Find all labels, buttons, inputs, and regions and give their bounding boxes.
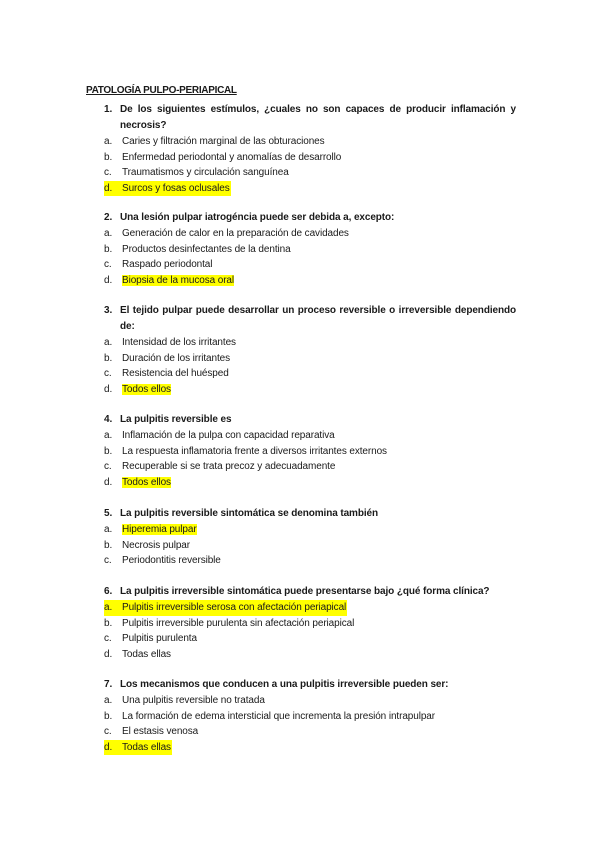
answer-highlight bbox=[104, 181, 231, 197]
option-text: Raspado periodontal bbox=[122, 259, 213, 270]
option-text: Necrosis pulpar bbox=[122, 539, 190, 551]
option-text: Generación de calor en la preparación de cavidades bbox=[122, 228, 349, 239]
option-letter: d. bbox=[104, 741, 113, 753]
option-text: Recuperable si se trata precoz y adecuadamente bbox=[122, 461, 336, 472]
option-text: Enfermedad periodontal y anomalías de desarrollo bbox=[122, 151, 342, 163]
question-6 bbox=[104, 584, 516, 662]
option-d bbox=[104, 647, 516, 663]
option-text: Caries y filtración marginal de las obturaciones bbox=[122, 136, 325, 147]
option-letter: d. bbox=[104, 182, 113, 194]
options-list bbox=[104, 693, 516, 755]
option-letter: a. bbox=[104, 228, 113, 239]
option-c bbox=[104, 724, 516, 740]
answer-highlight bbox=[104, 740, 172, 756]
option-letter: b. bbox=[104, 151, 113, 163]
option-letter: a. bbox=[104, 695, 113, 706]
options-list bbox=[104, 428, 516, 490]
option-letter: b. bbox=[104, 243, 113, 255]
question-number: 5. bbox=[104, 508, 113, 519]
option-b bbox=[104, 538, 516, 554]
option-c bbox=[104, 366, 516, 382]
option-letter: a. bbox=[104, 602, 113, 613]
option-c bbox=[104, 257, 516, 273]
options-list bbox=[104, 134, 516, 196]
option-letter: b. bbox=[104, 539, 113, 551]
question-2 bbox=[104, 210, 516, 288]
question-text: La pulpitis reversible sintomática se denomina también bbox=[120, 508, 379, 519]
option-letter: d. bbox=[104, 476, 113, 488]
question-text: El tejido pulpar puede desarrollar un proceso reversible o irreversible dependiendo de: bbox=[120, 305, 516, 332]
option-letter: c. bbox=[104, 368, 112, 379]
option-d-highlighted-answer bbox=[104, 273, 516, 289]
option-d-highlighted-answer bbox=[104, 382, 516, 398]
option-letter: a. bbox=[104, 430, 113, 441]
option-c bbox=[104, 553, 516, 569]
option-a bbox=[104, 134, 516, 150]
option-a bbox=[104, 428, 516, 444]
option-text: Inflamación de la pulpa con capacidad reparativa bbox=[122, 430, 335, 441]
option-b bbox=[104, 709, 516, 725]
option-letter: c. bbox=[104, 461, 112, 472]
option-a bbox=[104, 693, 516, 709]
option-a-highlighted-answer bbox=[104, 600, 516, 616]
option-text: Todas ellas bbox=[122, 741, 171, 753]
option-letter: b. bbox=[104, 445, 113, 457]
option-letter: c. bbox=[104, 167, 112, 178]
answer-highlight bbox=[104, 600, 347, 616]
option-letter: b. bbox=[104, 710, 113, 722]
option-a-highlighted-answer bbox=[104, 522, 516, 538]
option-d-highlighted-answer bbox=[104, 475, 516, 491]
option-b bbox=[104, 616, 516, 632]
option-text: Resistencia del huésped bbox=[122, 368, 229, 379]
question-text: La pulpitis reversible es bbox=[120, 414, 232, 425]
option-letter: c. bbox=[104, 633, 112, 644]
options-list bbox=[104, 335, 516, 397]
question-number: 6. bbox=[104, 586, 113, 597]
option-letter: d. bbox=[104, 383, 113, 395]
option-b bbox=[104, 242, 516, 258]
option-text: Pulpitis irreversible serosa con afectación periapical bbox=[122, 602, 347, 613]
option-text: Una pulpitis reversible no tratada bbox=[122, 695, 265, 706]
option-text-highlighted: Biopsia de la mucosa oral bbox=[122, 274, 235, 286]
question-heading bbox=[104, 210, 516, 226]
option-text: La formación de edema intersticial que incrementa la presión intrapulpar bbox=[122, 710, 435, 722]
option-d-highlighted-answer bbox=[104, 181, 516, 197]
question-heading bbox=[104, 677, 516, 693]
option-letter: a. bbox=[104, 524, 113, 535]
option-b bbox=[104, 150, 516, 166]
option-letter: c. bbox=[104, 259, 112, 270]
option-d-highlighted-answer bbox=[104, 740, 516, 756]
option-text: Duración de los irritantes bbox=[122, 352, 231, 364]
question-5 bbox=[104, 506, 516, 569]
question-number: 1. bbox=[104, 104, 113, 115]
question-7 bbox=[104, 677, 516, 755]
document-title: PATOLOGÍA PULPO-PERIAPICAL bbox=[86, 85, 237, 96]
options-list bbox=[104, 600, 516, 662]
question-heading bbox=[104, 412, 516, 428]
option-c bbox=[104, 165, 516, 181]
option-c bbox=[104, 459, 516, 475]
option-text: Pulpitis purulenta bbox=[122, 633, 197, 644]
question-text: Los mecanismos que conducen a una pulpitis irreversible pueden ser: bbox=[120, 679, 449, 690]
option-b bbox=[104, 351, 516, 367]
question-number: 7. bbox=[104, 679, 113, 690]
option-letter: b. bbox=[104, 617, 113, 629]
option-a bbox=[104, 335, 516, 351]
option-letter: d. bbox=[104, 648, 113, 660]
question-heading bbox=[104, 584, 516, 600]
question-4 bbox=[104, 412, 516, 490]
option-text: Todas ellas bbox=[122, 648, 171, 660]
option-text: Surcos y fosas oclusales bbox=[122, 182, 230, 194]
option-text-highlighted: Hiperemia pulpar bbox=[122, 524, 197, 535]
question-number: 4. bbox=[104, 414, 113, 425]
question-number: 3. bbox=[104, 305, 113, 316]
question-text: Una lesión pulpar iatrogéncia puede ser debida a, excepto: bbox=[120, 212, 395, 223]
option-text: Traumatismos y circulación sanguínea bbox=[122, 167, 289, 178]
option-a bbox=[104, 226, 516, 242]
option-text: Intensidad de los irritantes bbox=[122, 337, 236, 348]
question-text: De los siguientes estímulos, ¿cuales no son capaces de producir inflamación y necrosis? bbox=[120, 104, 516, 131]
question-heading bbox=[104, 506, 516, 522]
question-3 bbox=[104, 303, 516, 397]
option-letter: c. bbox=[104, 555, 112, 566]
option-text: Pulpitis irreversible purulenta sin afectación periapical bbox=[122, 617, 355, 629]
option-text: El estasis venosa bbox=[122, 726, 199, 737]
question-heading bbox=[104, 303, 516, 335]
option-text-highlighted: Todos ellos bbox=[122, 383, 171, 395]
options-list bbox=[104, 522, 516, 569]
option-text: Periodontitis reversible bbox=[122, 555, 221, 566]
question-1 bbox=[104, 102, 516, 196]
option-text: La respuesta inflamatoria frente a diversos irritantes externos bbox=[122, 445, 387, 457]
option-letter: d. bbox=[104, 274, 113, 286]
option-letter: a. bbox=[104, 337, 113, 348]
question-number: 2. bbox=[104, 212, 113, 223]
question-heading bbox=[104, 102, 516, 134]
options-list bbox=[104, 226, 516, 288]
option-text: Productos desinfectantes de la dentina bbox=[122, 243, 291, 255]
option-c bbox=[104, 631, 516, 647]
option-b bbox=[104, 444, 516, 460]
option-text-highlighted: Todos ellos bbox=[122, 476, 171, 488]
question-text: La pulpitis irreversible sintomática puede presentarse bajo ¿qué forma clínica? bbox=[120, 586, 490, 597]
option-letter: c. bbox=[104, 726, 112, 737]
option-letter: b. bbox=[104, 352, 113, 364]
option-letter: a. bbox=[104, 136, 113, 147]
